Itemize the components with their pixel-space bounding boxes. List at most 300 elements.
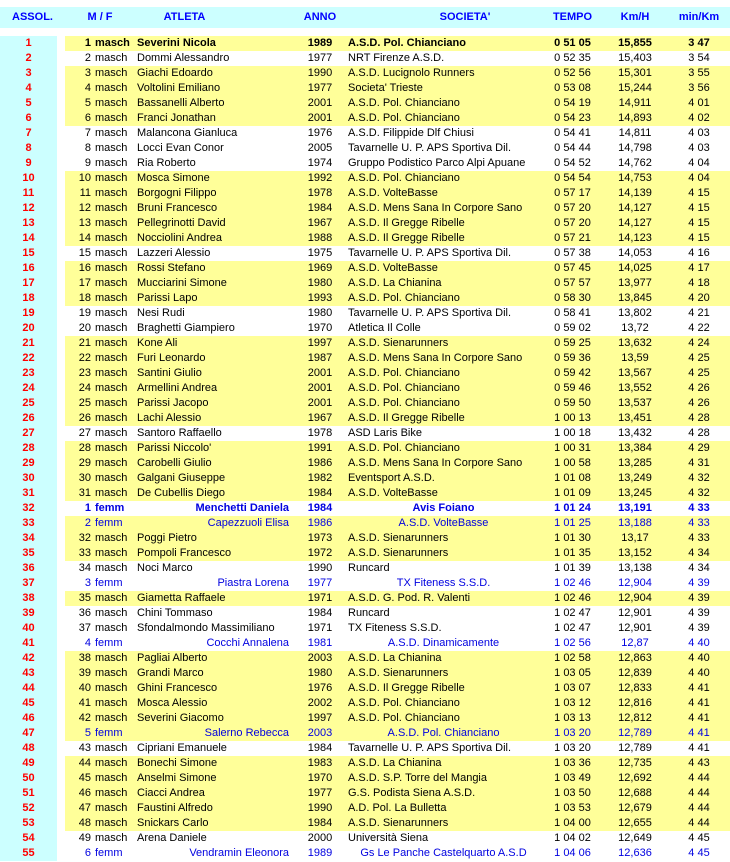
- speed-cell: 13,188: [602, 516, 668, 531]
- gender-rank-cell: 39: [65, 666, 93, 681]
- pace-cell: 4 41: [668, 696, 730, 711]
- club-cell: A.S.D. Pol. Chianciano: [344, 366, 543, 381]
- rank-separator: [57, 711, 65, 726]
- time-cell: 1 02 46: [543, 576, 602, 591]
- gender-label-cell: masch: [93, 711, 135, 726]
- speed-cell: 15,855: [602, 36, 668, 51]
- gender-rank-cell: 48: [65, 816, 93, 831]
- pace-cell: 4 43: [668, 756, 730, 771]
- gender-rank-cell: 7: [65, 126, 93, 141]
- gender-label-cell: masch: [93, 96, 135, 111]
- overall-rank-cell: 38: [0, 591, 57, 606]
- speed-cell: 12,904: [602, 576, 668, 591]
- pace-cell: 4 26: [668, 396, 730, 411]
- birth-year-cell: 1993: [296, 291, 344, 306]
- table-row: [0, 456, 730, 471]
- speed-cell: 12,901: [602, 621, 668, 636]
- athlete-name-cell: Lazzeri Alessio: [135, 246, 296, 261]
- club-cell: A.S.D. Pol. Chianciano: [344, 111, 543, 126]
- club-cell: TX Fiteness S.S.D.: [344, 621, 543, 636]
- gender-label-cell: masch: [93, 441, 135, 456]
- birth-year-cell: 2001: [296, 381, 344, 396]
- gender-rank-cell: 5: [65, 96, 93, 111]
- time-cell: 1 01 39: [543, 561, 602, 576]
- rank-separator: [57, 471, 65, 486]
- header-row: [0, 7, 730, 28]
- time-cell: 0 57 20: [543, 216, 602, 231]
- gender-label-cell: femm: [93, 576, 135, 591]
- time-cell: 1 03 20: [543, 741, 602, 756]
- pace-cell: 3 56: [668, 81, 730, 96]
- pace-cell: 3 55: [668, 66, 730, 81]
- gender-label-cell: masch: [93, 111, 135, 126]
- rank-separator: [57, 411, 65, 426]
- table-row: [0, 441, 730, 456]
- athlete-name-cell: Pellegrinotti David: [135, 216, 296, 231]
- gender-label-cell: masch: [93, 546, 135, 561]
- rank-separator: [57, 36, 65, 51]
- athlete-name-cell: Severini Giacomo: [135, 711, 296, 726]
- rank-separator: [57, 441, 65, 456]
- birth-year-cell: 1977: [296, 81, 344, 96]
- birth-year-cell: 1991: [296, 441, 344, 456]
- pace-cell: 4 33: [668, 516, 730, 531]
- table-row: [0, 816, 730, 831]
- birth-year-cell: 2000: [296, 831, 344, 846]
- table-row: [0, 576, 730, 591]
- club-cell: A.D. Pol. La Bulletta: [344, 801, 543, 816]
- club-cell: A.S.D. VolteBasse: [344, 261, 543, 276]
- rank-separator: [57, 321, 65, 336]
- club-cell: Atletica Il Colle: [344, 321, 543, 336]
- pace-cell: 4 28: [668, 411, 730, 426]
- table-row: [0, 801, 730, 816]
- club-cell: Runcard: [344, 561, 543, 576]
- table-row: [0, 726, 730, 741]
- speed-cell: 14,798: [602, 141, 668, 156]
- club-cell: A.S.D. G. Pod. R. Valenti: [344, 591, 543, 606]
- athlete-name-cell: Braghetti Giampiero: [135, 321, 296, 336]
- table-row: [0, 696, 730, 711]
- gender-label-cell: masch: [93, 246, 135, 261]
- athlete-name-cell: De Cubellis Diego: [135, 486, 296, 501]
- birth-year-cell: 1984: [296, 606, 344, 621]
- table-row: [0, 471, 730, 486]
- table-row: [0, 231, 730, 246]
- time-cell: 1 03 49: [543, 771, 602, 786]
- gender-rank-cell: 23: [65, 366, 93, 381]
- athlete-name-cell: Chini Tommaso: [135, 606, 296, 621]
- time-cell: 0 59 02: [543, 321, 602, 336]
- time-cell: 1 00 18: [543, 426, 602, 441]
- table-row: [0, 126, 730, 141]
- gender-rank-cell: 28: [65, 441, 93, 456]
- overall-rank-cell: 54: [0, 831, 57, 846]
- club-cell: A.S.D. Lucignolo Runners: [344, 66, 543, 81]
- table-row: [0, 786, 730, 801]
- rank-separator: [57, 621, 65, 636]
- table-row: [0, 426, 730, 441]
- pace-cell: 4 18: [668, 276, 730, 291]
- gender-rank-cell: 16: [65, 261, 93, 276]
- club-cell: Gs Le Panche Castelquarto A.S.D: [344, 846, 543, 861]
- speed-cell: 13,249: [602, 471, 668, 486]
- gender-label-cell: masch: [93, 831, 135, 846]
- athlete-name-cell: Giametta Raffaele: [135, 591, 296, 606]
- overall-rank-cell: 55: [0, 846, 57, 861]
- birth-year-cell: 1982: [296, 471, 344, 486]
- birth-year-cell: 2002: [296, 696, 344, 711]
- time-cell: 1 03 36: [543, 756, 602, 771]
- club-cell: A.S.D. S.P. Torre del Mangia: [344, 771, 543, 786]
- gender-rank-cell: 22: [65, 351, 93, 366]
- club-cell: A.S.D. La Chianina: [344, 651, 543, 666]
- speed-cell: 12,816: [602, 696, 668, 711]
- speed-cell: 13,567: [602, 366, 668, 381]
- time-cell: 1 02 58: [543, 651, 602, 666]
- gender-rank-cell: 10: [65, 171, 93, 186]
- pace-cell: 4 04: [668, 156, 730, 171]
- athlete-name-cell: Sfondalmondo Massimiliano: [135, 621, 296, 636]
- time-cell: 1 04 06: [543, 846, 602, 861]
- table-row: [0, 261, 730, 276]
- gender-rank-cell: 26: [65, 411, 93, 426]
- rank-separator: [57, 351, 65, 366]
- athlete-name-cell: Malancona Gianluca: [135, 126, 296, 141]
- gender-rank-cell: 19: [65, 306, 93, 321]
- athlete-name-cell: Bruni Francesco: [135, 201, 296, 216]
- gender-rank-cell: 42: [65, 711, 93, 726]
- athlete-name-cell: Ciacci Andrea: [135, 786, 296, 801]
- gender-rank-cell: 37: [65, 621, 93, 636]
- gender-rank-cell: 32: [65, 531, 93, 546]
- athlete-name-cell: Giachi Edoardo: [135, 66, 296, 81]
- pace-cell: 4 25: [668, 351, 730, 366]
- rank-separator: [57, 261, 65, 276]
- gender-rank-cell: 24: [65, 381, 93, 396]
- gender-label-cell: masch: [93, 411, 135, 426]
- rank-separator: [57, 501, 65, 516]
- header-club: SOCIETA': [439, 11, 491, 23]
- rank-separator: [57, 96, 65, 111]
- overall-rank-cell: 27: [0, 426, 57, 441]
- gender-label-cell: masch: [93, 786, 135, 801]
- rank-separator: [57, 381, 65, 396]
- gender-rank-cell: 1: [65, 501, 93, 516]
- time-cell: 1 02 47: [543, 606, 602, 621]
- rank-separator: [57, 756, 65, 771]
- club-cell: A.S.D. VolteBasse: [344, 186, 543, 201]
- pace-cell: 4 34: [668, 561, 730, 576]
- pace-cell: 4 40: [668, 636, 730, 651]
- birth-year-cell: 1984: [296, 201, 344, 216]
- speed-cell: 14,762: [602, 156, 668, 171]
- club-cell: A.S.D. Pol. Chianciano: [344, 291, 543, 306]
- club-cell: A.S.D. Il Gregge Ribelle: [344, 411, 543, 426]
- athlete-name-cell: Faustini Alfredo: [135, 801, 296, 816]
- birth-year-cell: 1970: [296, 771, 344, 786]
- gender-rank-cell: 14: [65, 231, 93, 246]
- club-cell: A.S.D. VolteBasse: [344, 486, 543, 501]
- gender-label-cell: masch: [93, 621, 135, 636]
- birth-year-cell: 1967: [296, 216, 344, 231]
- athlete-name-cell: Mosca Simone: [135, 171, 296, 186]
- gender-label-cell: masch: [93, 336, 135, 351]
- pace-cell: 4 21: [668, 306, 730, 321]
- speed-cell: 13,977: [602, 276, 668, 291]
- club-cell: Tavarnelle U. P. APS Sportiva Dil.: [344, 141, 543, 156]
- time-cell: 0 54 44: [543, 141, 602, 156]
- time-cell: 0 59 46: [543, 381, 602, 396]
- athlete-name-cell: Severini Nicola: [135, 36, 296, 51]
- speed-cell: 12,636: [602, 846, 668, 861]
- gender-rank-cell: 35: [65, 591, 93, 606]
- pace-cell: 4 39: [668, 606, 730, 621]
- athlete-name-cell: Ghini Francesco: [135, 681, 296, 696]
- speed-cell: 14,893: [602, 111, 668, 126]
- pace-cell: 4 33: [668, 531, 730, 546]
- speed-cell: 12,87: [602, 636, 668, 651]
- speed-cell: 15,244: [602, 81, 668, 96]
- time-cell: 0 57 17: [543, 186, 602, 201]
- birth-year-cell: 1976: [296, 126, 344, 141]
- gender-label-cell: masch: [93, 681, 135, 696]
- speed-cell: 12,679: [602, 801, 668, 816]
- speed-cell: 13,285: [602, 456, 668, 471]
- club-cell: Societa' Trieste: [344, 81, 543, 96]
- time-cell: 0 51 05: [543, 36, 602, 51]
- birth-year-cell: 1977: [296, 786, 344, 801]
- time-cell: 1 01 35: [543, 546, 602, 561]
- table-row: [0, 36, 730, 51]
- gender-label-cell: masch: [93, 666, 135, 681]
- gender-label-cell: masch: [93, 276, 135, 291]
- gender-label-cell: masch: [93, 381, 135, 396]
- club-cell: A.S.D. Pol. Chianciano: [344, 696, 543, 711]
- gender-rank-cell: 4: [65, 81, 93, 96]
- club-cell: G.S. Podista Siena A.S.D.: [344, 786, 543, 801]
- gender-rank-cell: 9: [65, 156, 93, 171]
- birth-year-cell: 1971: [296, 621, 344, 636]
- club-cell: Università Siena: [344, 831, 543, 846]
- gender-label-cell: masch: [93, 531, 135, 546]
- overall-rank-cell: 42: [0, 651, 57, 666]
- overall-rank-cell: 20: [0, 321, 57, 336]
- time-cell: 1 00 13: [543, 411, 602, 426]
- table-row: [0, 486, 730, 501]
- overall-rank-cell: 44: [0, 681, 57, 696]
- birth-year-cell: 1989: [296, 846, 344, 861]
- pace-cell: 4 29: [668, 441, 730, 456]
- speed-cell: 12,904: [602, 591, 668, 606]
- birth-year-cell: 2001: [296, 396, 344, 411]
- gender-label-cell: masch: [93, 426, 135, 441]
- table-row: [0, 846, 730, 861]
- speed-cell: 13,17: [602, 531, 668, 546]
- pace-cell: 4 44: [668, 816, 730, 831]
- speed-cell: 13,802: [602, 306, 668, 321]
- table-row: [0, 141, 730, 156]
- club-cell: A.S.D. La Chianina: [344, 756, 543, 771]
- club-cell: A.S.D. Sienarunners: [344, 666, 543, 681]
- results-rows: [0, 36, 730, 861]
- time-cell: 1 03 13: [543, 711, 602, 726]
- time-cell: 0 58 41: [543, 306, 602, 321]
- time-cell: 0 59 36: [543, 351, 602, 366]
- club-cell: A.S.D. Sienarunners: [344, 531, 543, 546]
- birth-year-cell: 1984: [296, 486, 344, 501]
- speed-cell: 14,025: [602, 261, 668, 276]
- speed-cell: 12,789: [602, 741, 668, 756]
- birth-year-cell: 1987: [296, 351, 344, 366]
- athlete-name-cell: Locci Evan Conor: [135, 141, 296, 156]
- table-row: [0, 516, 730, 531]
- time-cell: 1 00 58: [543, 456, 602, 471]
- club-cell: A.S.D. Sienarunners: [344, 816, 543, 831]
- birth-year-cell: 1980: [296, 276, 344, 291]
- table-row: [0, 681, 730, 696]
- speed-cell: 14,123: [602, 231, 668, 246]
- speed-cell: 13,451: [602, 411, 668, 426]
- time-cell: 0 54 54: [543, 171, 602, 186]
- athlete-name-cell: Cocchi Annalena: [135, 636, 296, 651]
- overall-rank-cell: 24: [0, 381, 57, 396]
- speed-cell: 12,655: [602, 816, 668, 831]
- birth-year-cell: 1969: [296, 261, 344, 276]
- pace-cell: 4 20: [668, 291, 730, 306]
- athlete-name-cell: Voltolini Emiliano: [135, 81, 296, 96]
- speed-cell: 15,301: [602, 66, 668, 81]
- gender-label-cell: masch: [93, 36, 135, 51]
- pace-cell: 4 40: [668, 666, 730, 681]
- speed-cell: 14,753: [602, 171, 668, 186]
- birth-year-cell: 1988: [296, 231, 344, 246]
- gender-rank-cell: 40: [65, 681, 93, 696]
- speed-cell: 14,127: [602, 201, 668, 216]
- athlete-name-cell: Mucciarini Simone: [135, 276, 296, 291]
- overall-rank-cell: 1: [0, 36, 57, 51]
- gender-label-cell: masch: [93, 816, 135, 831]
- birth-year-cell: 1977: [296, 51, 344, 66]
- overall-rank-cell: 33: [0, 516, 57, 531]
- time-cell: 0 53 08: [543, 81, 602, 96]
- rank-separator: [57, 786, 65, 801]
- table-row: [0, 741, 730, 756]
- club-cell: A.S.D. Il Gregge Ribelle: [344, 231, 543, 246]
- header-athlete: ATLETA: [163, 11, 206, 23]
- gender-rank-cell: 20: [65, 321, 93, 336]
- club-cell: A.S.D. Pol. Chianciano: [344, 726, 543, 741]
- club-cell: TX Fiteness S.S.D.: [344, 576, 543, 591]
- gender-label-cell: masch: [93, 216, 135, 231]
- table-row: [0, 336, 730, 351]
- speed-cell: 12,789: [602, 726, 668, 741]
- rank-separator: [57, 681, 65, 696]
- time-cell: 0 52 35: [543, 51, 602, 66]
- overall-rank-cell: 31: [0, 486, 57, 501]
- birth-year-cell: 1984: [296, 741, 344, 756]
- gender-label-cell: masch: [93, 396, 135, 411]
- gender-rank-cell: 4: [65, 636, 93, 651]
- time-cell: 1 04 02: [543, 831, 602, 846]
- time-cell: 0 58 30: [543, 291, 602, 306]
- athlete-name-cell: Santoro Raffaello: [135, 426, 296, 441]
- gender-rank-cell: 13: [65, 216, 93, 231]
- overall-rank-cell: 30: [0, 471, 57, 486]
- gender-rank-cell: 34: [65, 561, 93, 576]
- birth-year-cell: 1986: [296, 516, 344, 531]
- overall-rank-cell: 53: [0, 816, 57, 831]
- rank-separator: [57, 801, 65, 816]
- pace-cell: 4 45: [668, 846, 730, 861]
- pace-cell: 4 15: [668, 216, 730, 231]
- rank-separator: [57, 51, 65, 66]
- gender-rank-cell: 12: [65, 201, 93, 216]
- rank-separator: [57, 306, 65, 321]
- gender-label-cell: masch: [93, 141, 135, 156]
- pace-cell: 4 03: [668, 126, 730, 141]
- birth-year-cell: 1986: [296, 456, 344, 471]
- overall-rank-cell: 15: [0, 246, 57, 261]
- overall-rank-cell: 32: [0, 501, 57, 516]
- speed-cell: 13,191: [602, 501, 668, 516]
- birth-year-cell: 2001: [296, 96, 344, 111]
- gender-rank-cell: 15: [65, 246, 93, 261]
- athlete-name-cell: Capezzuoli Elisa: [135, 516, 296, 531]
- gender-rank-cell: 25: [65, 396, 93, 411]
- gender-label-cell: masch: [93, 321, 135, 336]
- club-cell: Avis Foiano: [344, 501, 543, 516]
- overall-rank-cell: 48: [0, 741, 57, 756]
- table-row: [0, 201, 730, 216]
- overall-rank-cell: 28: [0, 441, 57, 456]
- pace-cell: 4 39: [668, 591, 730, 606]
- athlete-name-cell: Armellini Andrea: [135, 381, 296, 396]
- table-row: [0, 666, 730, 681]
- time-cell: 0 59 50: [543, 396, 602, 411]
- rank-separator: [57, 696, 65, 711]
- overall-rank-cell: 8: [0, 141, 57, 156]
- athlete-name-cell: Noci Marco: [135, 561, 296, 576]
- club-cell: A.S.D. La Chianina: [344, 276, 543, 291]
- overall-rank-cell: 11: [0, 186, 57, 201]
- rank-separator: [57, 66, 65, 81]
- table-row: [0, 396, 730, 411]
- athlete-name-cell: Poggi Pietro: [135, 531, 296, 546]
- table-row: [0, 591, 730, 606]
- time-cell: 1 03 20: [543, 726, 602, 741]
- gender-label-cell: masch: [93, 171, 135, 186]
- pace-cell: 4 02: [668, 111, 730, 126]
- table-row: [0, 381, 730, 396]
- gender-rank-cell: 3: [65, 66, 93, 81]
- birth-year-cell: 1981: [296, 636, 344, 651]
- gender-rank-cell: 41: [65, 696, 93, 711]
- gender-rank-cell: 47: [65, 801, 93, 816]
- overall-rank-cell: 36: [0, 561, 57, 576]
- pace-cell: 4 17: [668, 261, 730, 276]
- pace-cell: 4 41: [668, 711, 730, 726]
- gender-label-cell: femm: [93, 501, 135, 516]
- club-cell: A.S.D. Mens Sana In Corpore Sano: [344, 201, 543, 216]
- birth-year-cell: 1967: [296, 411, 344, 426]
- gender-rank-cell: 11: [65, 186, 93, 201]
- pace-cell: 4 39: [668, 621, 730, 636]
- birth-year-cell: 1997: [296, 711, 344, 726]
- rank-separator: [57, 201, 65, 216]
- birth-year-cell: 1978: [296, 426, 344, 441]
- speed-cell: 14,811: [602, 126, 668, 141]
